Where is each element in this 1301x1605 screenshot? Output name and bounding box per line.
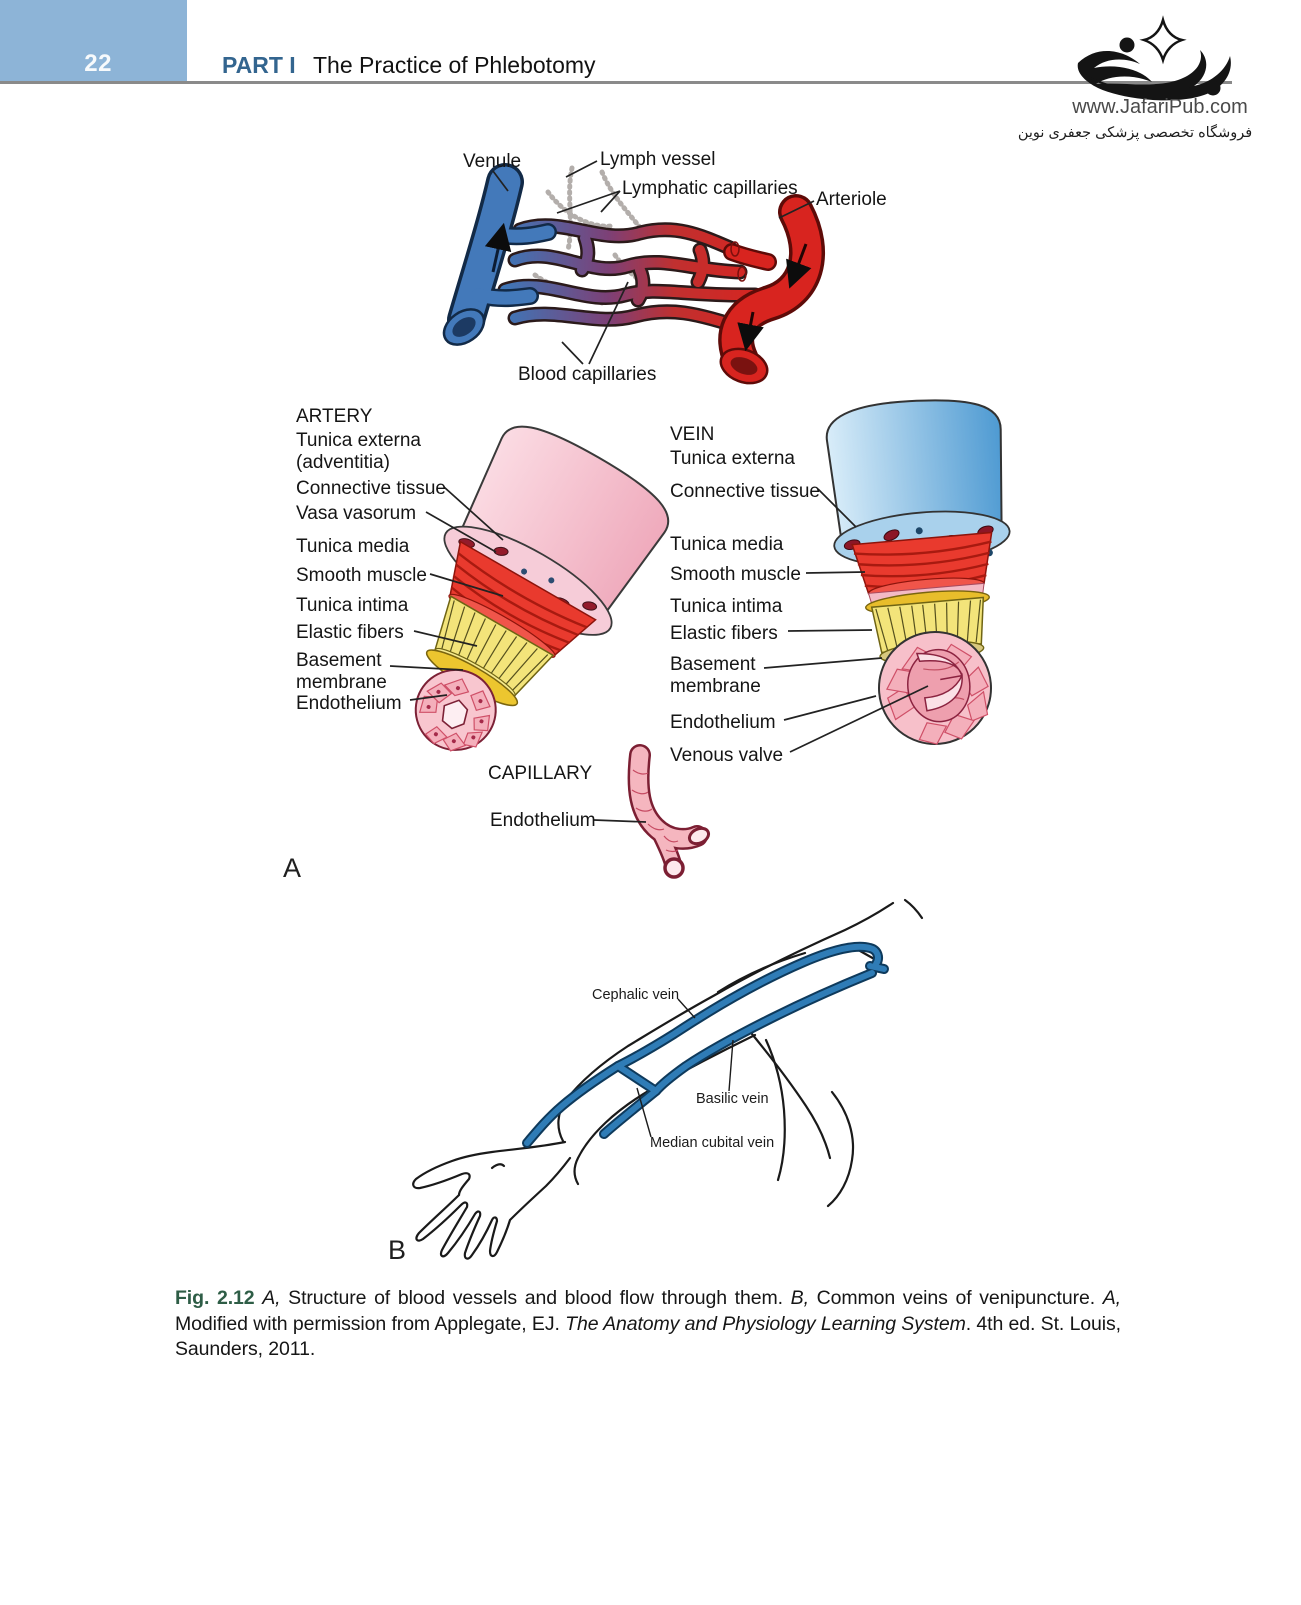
capillary-section-title: CAPILLARY <box>488 763 593 784</box>
artery-label-vasa-vasorum: Vasa vasorum <box>296 503 417 524</box>
venule-tube <box>437 182 548 352</box>
label-lymph-vessel: Lymph vessel <box>600 149 716 170</box>
capillary-label-endothelium: Endothelium <box>490 810 596 831</box>
caption-panel-a-ref-2: A, <box>1102 1287 1121 1309</box>
panel-letter-a: A <box>283 853 302 883</box>
vein-label-endothelium: Endothelium <box>670 712 776 733</box>
artery-label-elastic-fibers: Elastic fibers <box>296 622 404 643</box>
caption-panel-a-ref: A, <box>262 1287 281 1309</box>
artery-label-adventitia: (adventitia) <box>296 452 390 473</box>
panel-letter-b: B <box>388 1235 407 1265</box>
artery-label-connective-tissue: Connective tissue <box>296 478 446 499</box>
artery-label-membrane: membrane <box>296 672 387 693</box>
caption-panel-b-ref: B, <box>790 1287 809 1309</box>
artery-label-tunica-media: Tunica media <box>296 536 410 557</box>
figure-caption-number: Fig. 2.12 <box>175 1287 255 1309</box>
vein-label-smooth-muscle: Smooth muscle <box>670 564 801 585</box>
vein-label-membrane: membrane <box>670 676 761 697</box>
artery-label-tunica-externa: Tunica externa <box>296 430 421 451</box>
vein-label-basement: Basement <box>670 654 756 675</box>
artery-section-title: ARTERY <box>296 406 373 427</box>
figure-caption <box>175 1286 1121 1363</box>
label-blood-capillaries: Blood capillaries <box>518 364 657 385</box>
vein-label-tunica-externa: Tunica externa <box>670 448 795 469</box>
vein-label-tunica-intima: Tunica intima <box>670 596 783 617</box>
caption-credit: Modified with permission from Applegate, EJ. <box>175 1312 560 1335</box>
capillary-illustration <box>594 755 711 877</box>
caption-panel-a-text: Structure of blood vessels and blood flow through them. <box>288 1287 783 1309</box>
vein-label-elastic-fibers: Elastic fibers <box>670 623 778 644</box>
part-label: PART I <box>222 52 296 78</box>
label-venule: Venule <box>463 151 522 172</box>
arm-veins <box>527 947 884 1143</box>
part-title: The Practice of Phlebotomy <box>313 52 596 78</box>
vein-label-tunica-media: Tunica media <box>670 534 784 555</box>
vein-label-connective-tissue: Connective tissue <box>670 481 820 502</box>
label-basilic-vein: Basilic vein <box>696 1091 769 1107</box>
artery-label-endothelium: Endothelium <box>296 693 402 714</box>
label-lymphatic-capillaries: Lymphatic capillaries <box>622 178 798 199</box>
label-median-cubital-vein: Median cubital vein <box>650 1135 775 1151</box>
publisher-tagline: فروشگاه تخصصی پزشکی جعفری نوین <box>1017 125 1253 141</box>
label-cephalic-vein: Cephalic vein <box>592 987 680 1003</box>
artery-label-smooth-muscle: Smooth muscle <box>296 565 427 586</box>
caption-credit-end: . 4th ed. St. Louis, Saunders, 2011. <box>175 1312 1121 1360</box>
publisher-website: www.JafariPub.com <box>1072 96 1248 118</box>
page-number: 22 <box>84 50 112 77</box>
label-arteriole: Arteriole <box>816 189 887 210</box>
vein-label-venous-valve: Venous valve <box>670 745 784 766</box>
artery-label-tunica-intima: Tunica intima <box>296 595 409 616</box>
arm-illustration <box>413 900 922 1259</box>
artery-label-basement: Basement <box>296 650 382 671</box>
jafari-logo-ornament-icon <box>1078 20 1231 100</box>
caption-book-title: The Anatomy and Physiology Learning System <box>565 1312 966 1335</box>
vein-section-title: VEIN <box>670 424 715 445</box>
caption-panel-b-text: Common veins of venipuncture. <box>816 1287 1096 1309</box>
